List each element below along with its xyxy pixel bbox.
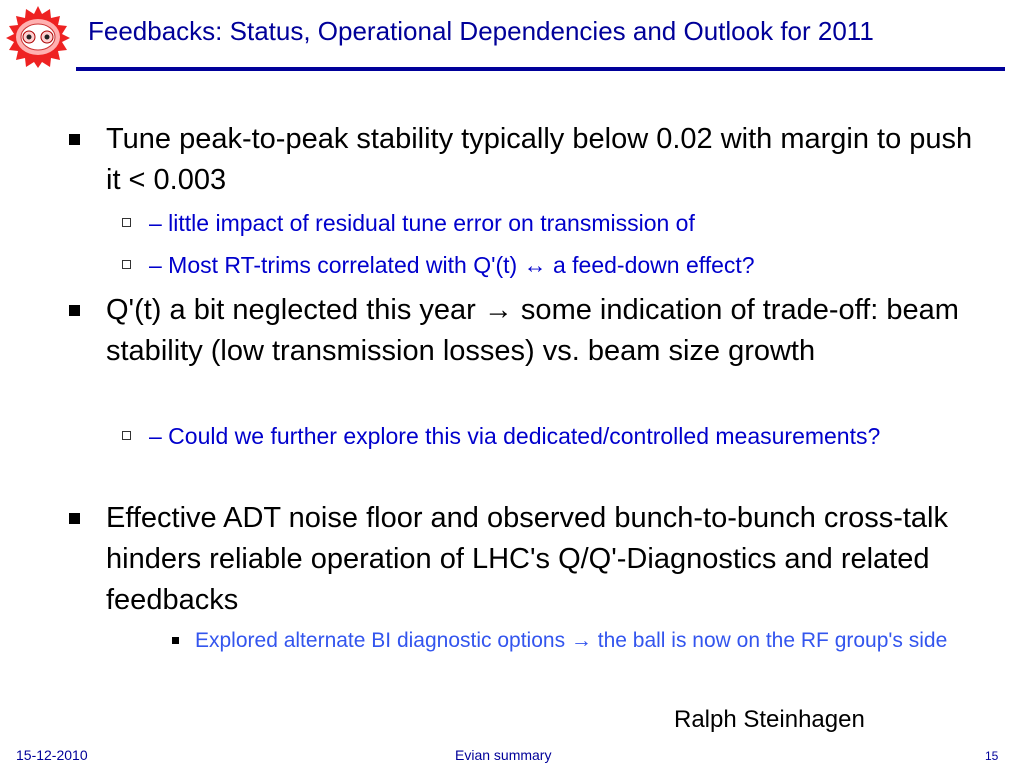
- square-bullet-icon: [69, 134, 80, 145]
- bullet-text: – little impact of residual tune error on transmission of: [149, 210, 695, 236]
- bullet-item: [106, 498, 986, 621]
- slide-number: 15: [985, 749, 999, 763]
- bullet-text: – Could we further explore this via dedicated/controlled measurements?: [149, 423, 881, 449]
- hollow-square-bullet-icon: [122, 218, 131, 227]
- hollow-square-bullet-icon: [122, 431, 131, 440]
- hollow-square-bullet-icon: [122, 260, 131, 269]
- small-square-bullet-icon: [172, 637, 179, 644]
- bullet-item: [106, 119, 986, 201]
- bullet-text: – Most RT-trims correlated with Q'(t) ↔ a feed-down effect?: [149, 252, 755, 278]
- square-bullet-icon: [69, 513, 80, 524]
- title-underline: [76, 67, 1005, 71]
- bullet-text: Explored alternate BI diagnostic options → the ball is now on the RF group's side: [195, 629, 948, 652]
- sub-bullet-item: [149, 250, 909, 281]
- lhc-logo-icon: [2, 4, 74, 68]
- square-bullet-icon: [69, 305, 80, 316]
- footer-title: Evian summary: [455, 747, 552, 763]
- bullet-text: Effective ADT noise floor and observed bunch-to-bunch cross-talk hinders reliable operation of LHC's Q/Q'-Diagnostics and related feedbacks: [106, 502, 948, 616]
- slide-title: Feedbacks: Status, Operational Dependencies and Outlook for 2011: [88, 16, 874, 46]
- bullet-item: [106, 290, 986, 372]
- footer-date: 15-12-2010: [16, 747, 88, 763]
- bullet-text: Q'(t) a bit neglected this year → some indication of trade-off: beam stability (low transmission losses) vs. beam size growth: [106, 294, 959, 367]
- author-name: Ralph Steinhagen: [674, 706, 865, 733]
- sub-bullet-item: [149, 421, 909, 452]
- sub-bullet-item: [149, 208, 909, 239]
- sub-sub-bullet-item: [195, 626, 985, 656]
- bullet-text: Tune peak-to-peak stability typically below 0.02 with margin to push it < 0.003: [106, 123, 973, 196]
